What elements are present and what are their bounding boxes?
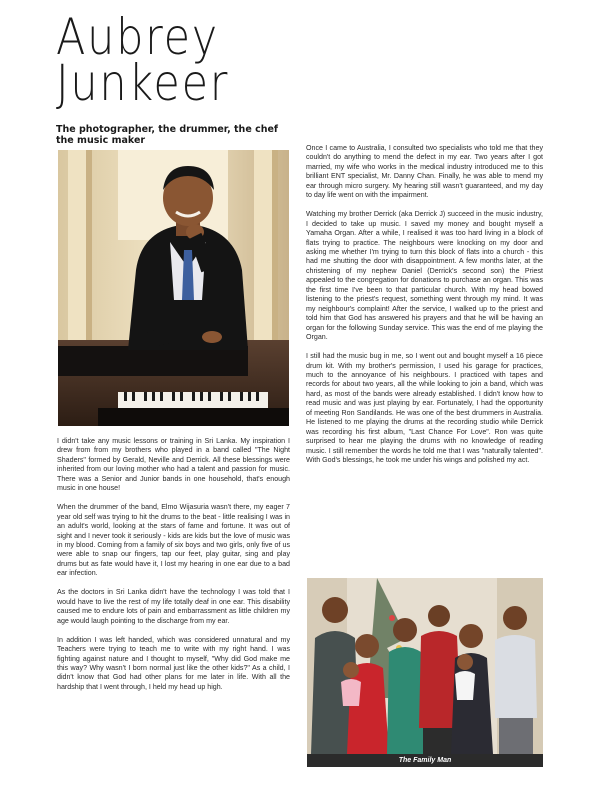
paragraph: In addition I was left handed, which was considered unnatural and my Teachers were trying to teach me to write with my right hand. I was fighting against nature and I thought to myself, "Why did God make me this way? Why wasn't I born normal just like the other kids?" As a child, I didn't know that God had other plans for me later in life. With all the hardship that I went through, I held my head up high.	[57, 635, 290, 691]
right-text-column	[306, 144, 543, 475]
article-title	[56, 8, 230, 112]
portrait-illustration	[58, 150, 289, 426]
paragraph: I didn't take any music lessons or training in Sri Lanka. My inspiration I drew from from my brothers who played in a band called "The Night Shaders" formed by Gerald, Neville and Derrick. All these blessings were inherited from our loving mother who had a talent and passion for music. There was a Senior and Junior bands in one household, that's enough music in one house!	[57, 437, 290, 493]
paragraph: Watching my brother Derrick (aka Derrick J) succeed in the music industry, I decided to take up music. I saved my money and bought myself a Yamaha Organ. After a while, I realised it was too hard living in a block of flats trying to practice. The neighbours were knocking on my door and asking me whether I'm trying to turn this block of flats into a church - this had me shutting the door with disappointment. A few months later, at the christening of my nephew Daniel (Derrick's second son) the Priest appealed to the congregation for donations to purchase an organ. This was the first time I've been to that particular church. With my head bowed listening to the priest's request, something went through my mind. It was my neighbour's complaint! After the service, I walked up to the priest and told him that God has answered his prayers and that he will be having an organ for the following Sunday service. This was the end of me playing the Organ.	[306, 210, 543, 342]
family-illustration	[307, 578, 543, 754]
photo-caption: The Family Man	[307, 754, 543, 767]
title-last-name: Junkeer	[56, 54, 230, 112]
left-text-column	[57, 437, 290, 702]
article-subtitle	[56, 124, 296, 146]
paragraph: When the drummer of the band, Elmo Wijasuria wasn't there, my eager 7 year old self was trying to hit the drums to the beat - little realising I was in an adult's world, looking at the stars of fame and fortune. It was out of sight and I never took it seriously - kids are kids but the love of music was in my blood. Coming from a family of six boys and two girls, only five of us were able to snap our fingers, tap our feet, play guitar, sing and play drums but as fate would have it, I lost my hearing in one ear due to a bad ear infection.	[57, 503, 290, 578]
title-first-name: Aubrey	[56, 8, 219, 66]
portrait-photo	[58, 150, 289, 426]
paragraph: I still had the music bug in me, so I went out and bought myself a 16 piece drum kit. With my brother's permission, I used his garage for practices, much to the annoyance of his neighbours. I practiced with tapes and records for about two years, all the while looking to join a band, which was hard, as most of the bands were already established. I didn't know how to read music and was just playing by ear. Fortunately, I had the opportunity of meeting Ron Sandilands. He was one of the best drummers in Australia. He listened to me playing the drums at the recording studio while Derrick was recording his first album, "Last Chance For Love". Ron was quite surprised to hear me playing the drums with no knowledge of reading music. I still remember the words he told me that I was "naturally talented". With God's blessings, he took me under his wings and polished my act.	[306, 352, 543, 465]
paragraph: Once I came to Australia, I consulted two specialists who told me that they couldn't do anything to mend the defect in my ear. Two years after I got married, my wife who works in the medical industry introduced me to this brilliant ENT specialist, Mr. Danny Chan. Finally, he was able to mend my ear through micro surgery. My hearing still wasn't guaranteed, and my day to day life went on with the impairment.	[306, 144, 543, 200]
subtitle-line-1: The photographer, the drummer, the chef	[56, 124, 279, 135]
family-photo	[307, 578, 543, 754]
subtitle-line-2: the music maker	[56, 135, 146, 146]
paragraph: As the doctors in Sri Lanka didn't have the technology I was told that I would have to live the rest of my life totally deaf in one ear. This disability caused me to endure lots of pain and embarrassment as little children my age would laugh pointing to the discharge from my ear.	[57, 588, 290, 625]
